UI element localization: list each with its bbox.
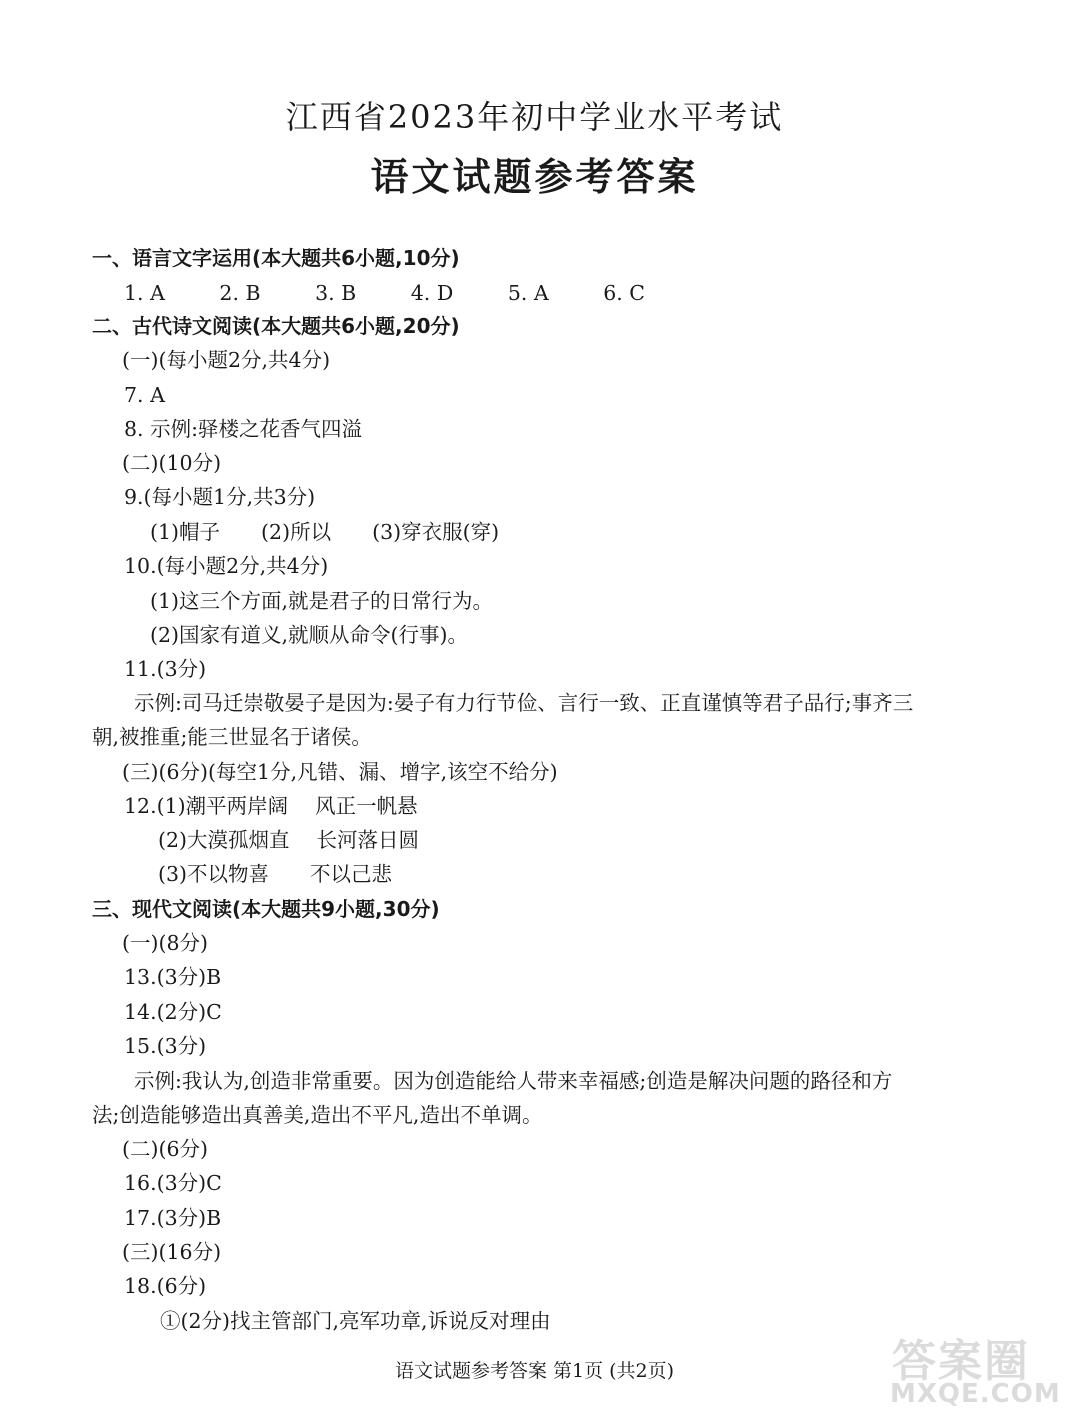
mc-answer: 3. B [315, 281, 357, 305]
answer-line: 10.(每小题2分,共4分) [124, 554, 329, 578]
answer-line: 示例:司马迁崇敬晏子是因为:晏子有力行节俭、言行一致、正直谨慎等君子品行;事齐三 [134, 691, 914, 715]
answer-line: 示例:我认为,创造非常重要。因为创造能给人带来幸福感;创造是解决问题的路径和方 [134, 1069, 893, 1093]
answer-line: (二)(6分) [122, 1137, 209, 1161]
answer-line: (一)(8分) [122, 931, 209, 955]
watermark-text: 答案圈 [892, 1336, 1030, 1387]
mc-answer: 5. A [507, 281, 549, 305]
mc-answer: 1. A [124, 281, 165, 305]
answer-line: (1)这三个方面,就是君子的日常行为。 [150, 589, 494, 613]
answer-line: (三)(6分)(每空1分,凡错、漏、增字,该空不给分) [122, 760, 558, 784]
answer-line: 14.(2分)C [124, 1000, 222, 1024]
watermark-logo [884, 1325, 1064, 1415]
answer-line: ①(2分)找主管部门,亮军功章,诉说反对理由 [160, 1309, 551, 1333]
answer-line: 12.(1)潮平两岸阔 风正一帆悬 [124, 794, 418, 818]
mc-answer: 4. D [410, 281, 454, 305]
watermark-url: MXQE.COM [890, 1379, 1061, 1409]
answer-line: 15.(3分) [124, 1034, 207, 1058]
mc-answer: 6. C [603, 281, 645, 305]
answer-line: 朝,被推重;能三世显名于诸侯。 [92, 725, 372, 749]
answer-line: (二)(10分) [122, 451, 222, 475]
document-title: 语文试题参考答案 [370, 155, 699, 199]
answer-line: 17.(3分)B [124, 1206, 222, 1230]
answer-line: 16.(3分)C [124, 1171, 222, 1195]
answer-line: 13.(3分)B [124, 965, 222, 989]
answer-line: 18.(6分) [124, 1274, 207, 1298]
mc-answer: 2. B [219, 281, 261, 305]
answer-line: 8. 示例:驿楼之花香气四溢 [124, 417, 362, 441]
answer-line: 法;创造能够造出真善美,造出不平凡,造出不单调。 [92, 1103, 543, 1127]
exam-title: 江西省2023年初中学业水平考试 [285, 98, 784, 136]
answer-line: (2)国家有道义,就顺从命令(行事)。 [150, 623, 469, 647]
answer-line: 9.(每小题1分,共3分) [124, 485, 316, 509]
section-2-heading: 二、古代诗文阅读(本大题共6小题,20分) [92, 314, 460, 338]
answer-line: 11.(3分) [124, 657, 207, 681]
answer-line: 7. A [124, 383, 165, 407]
answer-line: (1)帽子 (2)所以 (3)穿衣服(穿) [150, 520, 500, 544]
mc-answer-row [124, 278, 645, 308]
section-3-heading: 三、现代文阅读(本大题共9小题,30分) [92, 897, 440, 921]
answer-line: (2)大漠孤烟直 长河落日圆 [158, 828, 420, 852]
section-1-heading: 一、语言文字运用(本大题共6小题,10分) [92, 246, 460, 270]
answer-line: (一)(每小题2分,共4分) [122, 348, 331, 372]
answer-line: (三)(16分) [122, 1240, 222, 1264]
answer-line: (3)不以物喜 不以己悲 [158, 862, 393, 886]
page-footer: 语文试题参考答案 第1页 (共2页) [394, 1360, 675, 1382]
